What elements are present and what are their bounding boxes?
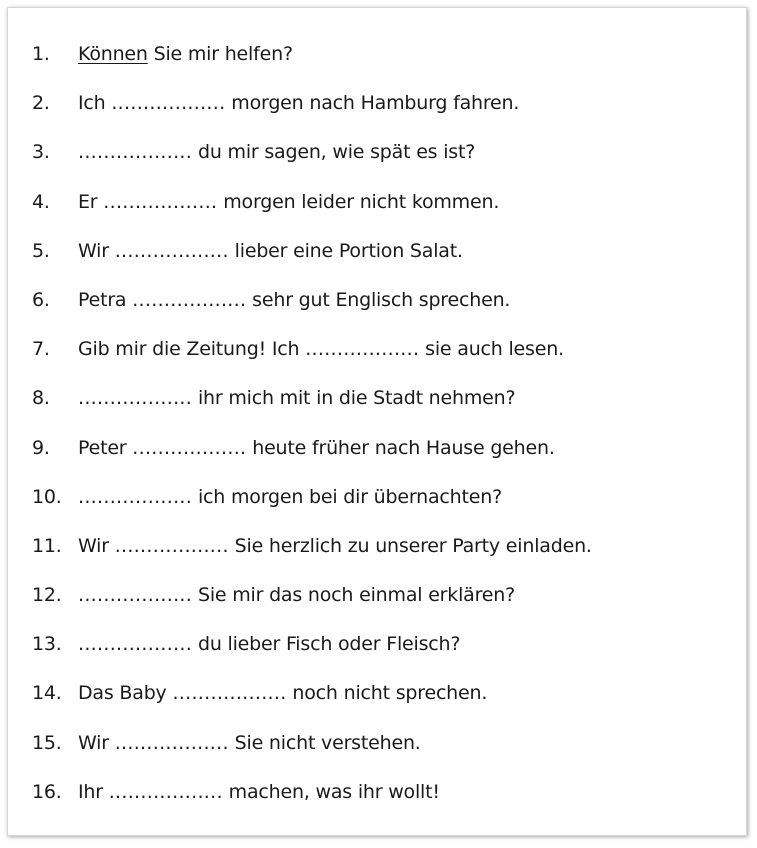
sentence-end: noch nicht sprechen. [286, 682, 488, 705]
exercise-item [8, 187, 746, 236]
exercise-number: 9. [32, 436, 50, 459]
sentence-end: Sie nicht verstehen. [228, 731, 421, 754]
answer-blank: .................. [103, 190, 218, 213]
sentence-end: Sie mir helfen? [147, 43, 293, 65]
sentence-start: Wir [78, 731, 115, 754]
sentence-start: Ihr [78, 780, 109, 803]
sentence-end: Sie mir das noch einmal erklären? [192, 584, 516, 607]
exercise-item [8, 236, 746, 285]
answer-blank: .................. [78, 485, 193, 508]
exercise-sentence [78, 334, 564, 364]
exercise-item [8, 531, 746, 580]
sentence-start: Das Baby [78, 682, 173, 705]
exercise-item [8, 433, 746, 482]
sentence-start: Petra [78, 288, 133, 311]
answer-blank: .................. [78, 387, 193, 410]
exercise-item [8, 285, 746, 334]
exercise-number: 16. [32, 780, 62, 803]
exercise-sentence [78, 580, 515, 610]
answer-blank: .................. [78, 633, 193, 656]
sentence-end: morgen nach Hamburg fahren. [225, 92, 520, 115]
exercise-number: 13. [32, 633, 62, 656]
exercise-item [8, 334, 746, 383]
sentence-end: Sie herzlich zu unserer Party einladen. [228, 534, 592, 557]
exercise-sentence [78, 383, 515, 413]
exercise-number: 3. [32, 141, 50, 164]
exercise-sentence [78, 531, 592, 561]
exercise-sentence [78, 285, 510, 315]
example-answer: Können [78, 43, 148, 65]
exercise-number: 12. [32, 584, 62, 607]
sentence-start: Wir [78, 239, 115, 262]
sentence-start: Peter [78, 436, 133, 459]
exercise-item [8, 678, 746, 727]
answer-blank: .................. [114, 731, 229, 754]
exercise-number: 2. [32, 92, 50, 115]
exercise-sentence [78, 678, 487, 708]
exercise-sentence [78, 88, 519, 118]
sentence-end: sie auch lesen. [419, 338, 564, 361]
answer-blank: .................. [114, 239, 229, 262]
sentence-end: sehr gut Englisch sprechen. [246, 288, 511, 311]
sentence-end: machen, was ihr wollt! [222, 780, 440, 803]
exercise-number: 6. [32, 288, 50, 311]
answer-blank: .................. [305, 338, 420, 361]
exercise-sentence [78, 39, 293, 69]
exercise-item [8, 629, 746, 678]
exercise-sentence [78, 187, 499, 217]
answer-blank: .................. [172, 682, 287, 705]
exercise-item [8, 383, 746, 432]
worksheet-page [7, 7, 747, 836]
exercise-item [8, 39, 746, 88]
answer-blank: .................. [78, 141, 193, 164]
exercise-number: 8. [32, 387, 50, 410]
exercise-sentence [78, 777, 440, 807]
exercise-sentence [78, 433, 555, 463]
answer-blank: .................. [132, 288, 247, 311]
sentence-start: Er [78, 190, 104, 213]
exercise-number: 15. [32, 731, 62, 754]
answer-blank: .................. [78, 584, 193, 607]
answer-blank: .................. [114, 534, 229, 557]
exercise-number: 7. [32, 338, 50, 361]
exercise-item [8, 728, 746, 777]
exercise-number: 14. [32, 682, 62, 705]
exercise-sentence [78, 629, 460, 659]
exercise-list [8, 39, 746, 826]
exercise-item [8, 777, 746, 826]
sentence-start: Wir [78, 534, 115, 557]
exercise-number: 11. [32, 534, 62, 557]
exercise-sentence [78, 236, 463, 266]
sentence-end: heute früher nach Hause gehen. [246, 436, 555, 459]
exercise-number: 5. [32, 239, 50, 262]
sentence-end: ich morgen bei dir übernachten? [192, 485, 502, 508]
sentence-end: lieber eine Portion Salat. [228, 239, 463, 262]
sentence-end: du mir sagen, wie spät es ist? [192, 141, 476, 164]
answer-blank: .................. [108, 780, 223, 803]
exercise-item [8, 88, 746, 137]
sentence-end: ihr mich mit in die Stadt nehmen? [192, 387, 516, 410]
exercise-number: 4. [32, 190, 50, 213]
exercise-number: 1. [32, 43, 50, 65]
exercise-item [8, 580, 746, 629]
exercise-sentence [78, 728, 421, 758]
sentence-end: morgen leider nicht kommen. [217, 190, 500, 213]
answer-blank: .................. [132, 436, 247, 459]
exercise-item [8, 137, 746, 186]
answer-blank: .................. [111, 92, 226, 115]
exercise-number: 10. [32, 485, 62, 508]
exercise-item [8, 482, 746, 531]
sentence-start: Ich [78, 92, 112, 115]
sentence-end: du lieber Fisch oder Fleisch? [192, 633, 461, 656]
exercise-sentence [78, 482, 502, 512]
sentence-start: Gib mir die Zeitung! Ich [78, 338, 306, 361]
exercise-sentence [78, 137, 475, 167]
